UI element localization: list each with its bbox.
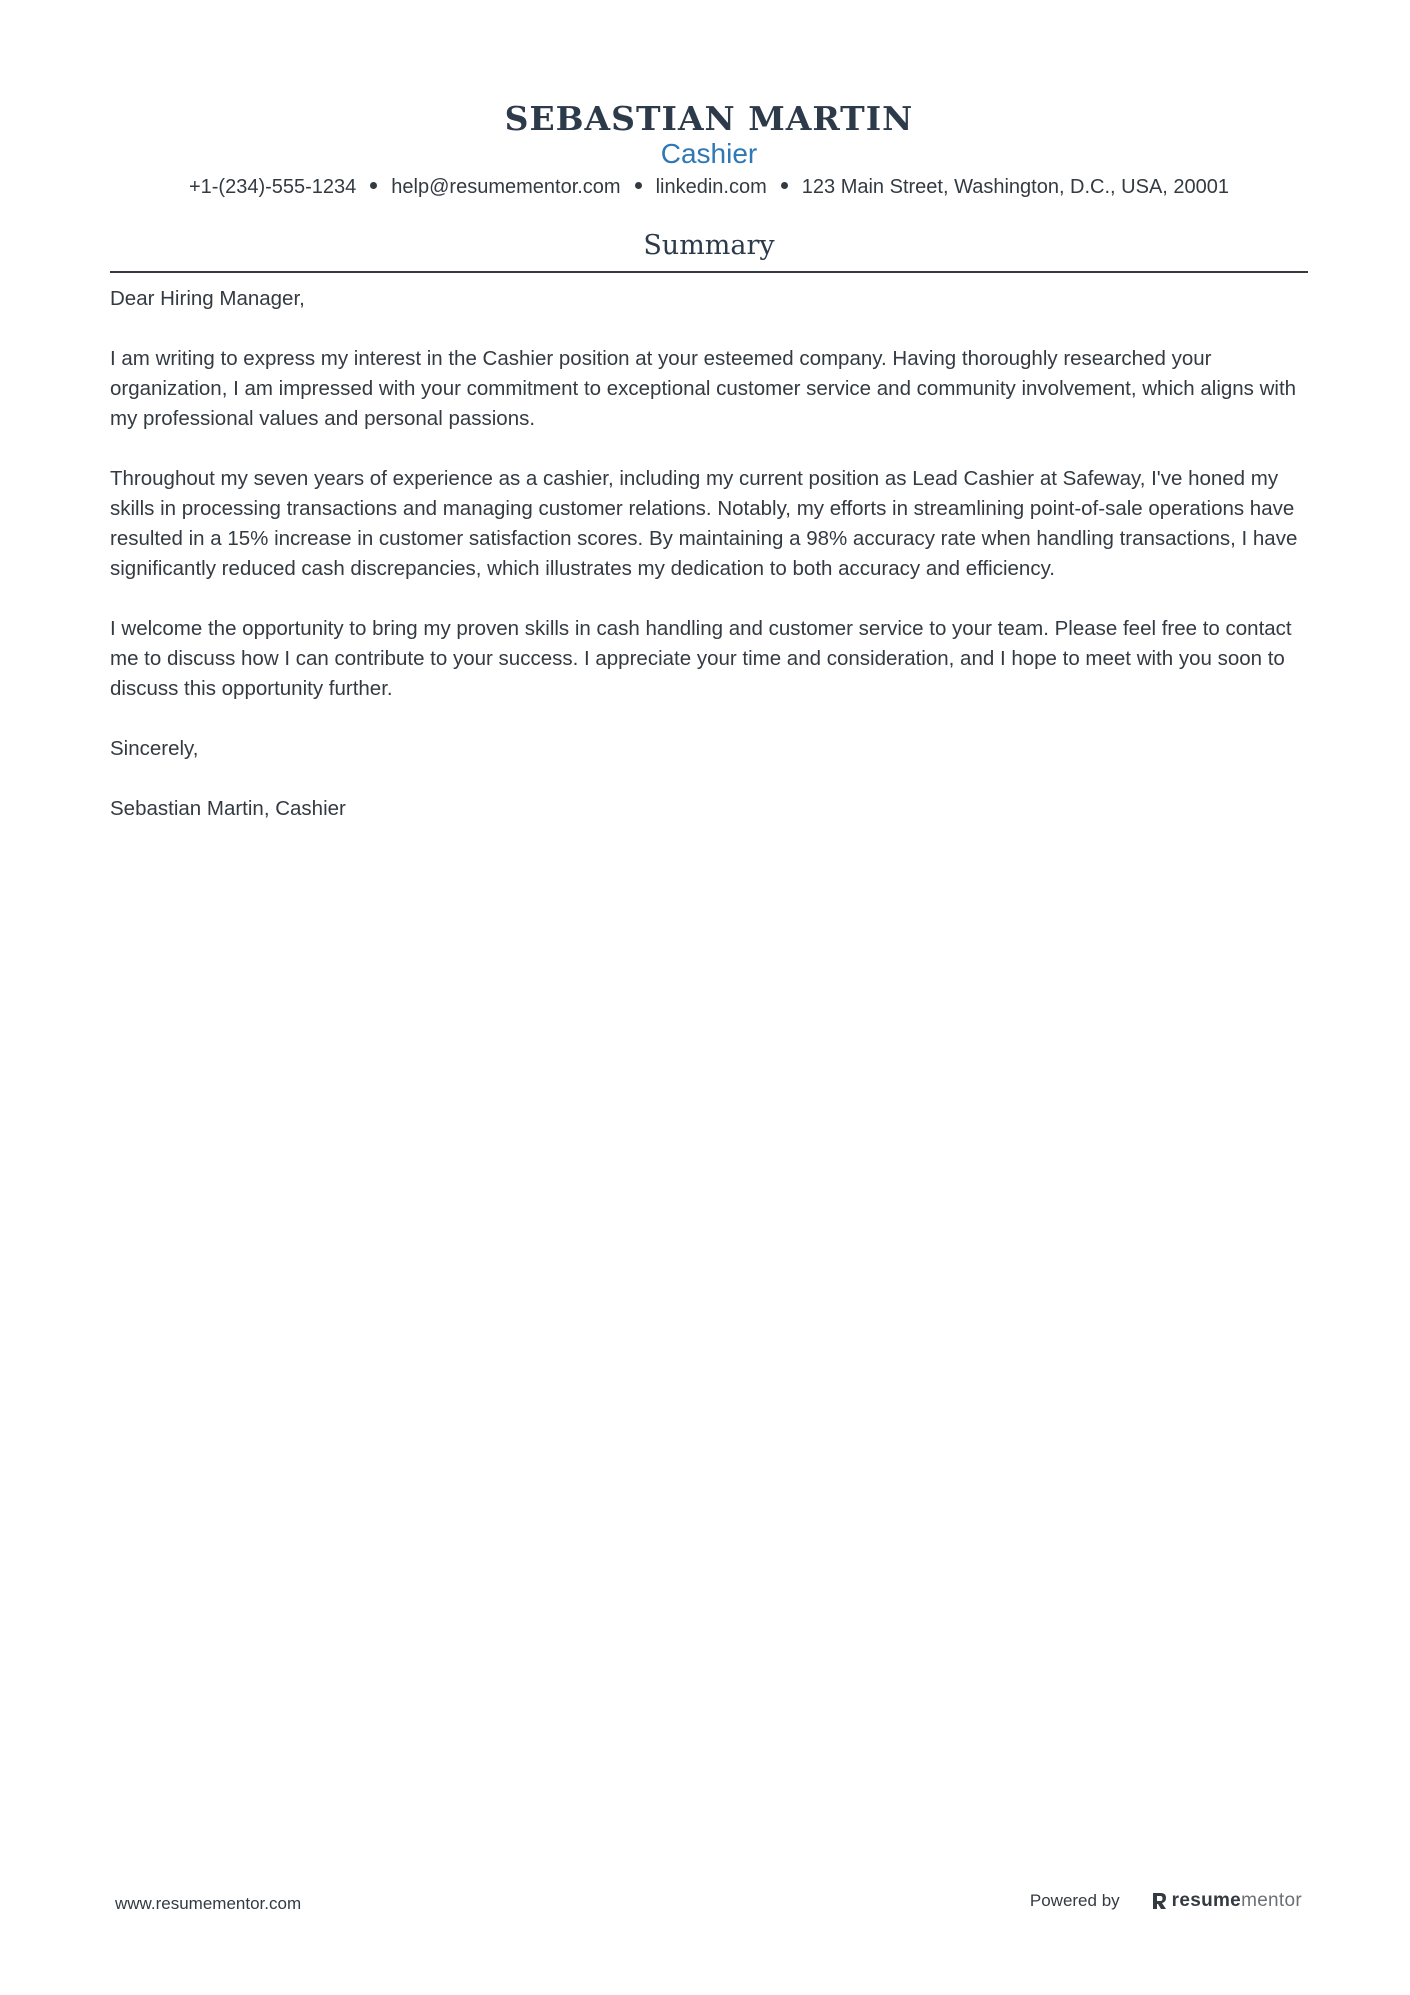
section-divider [110, 271, 1308, 273]
applicant-role: Cashier [660, 138, 758, 169]
header [110, 98, 1308, 202]
bullet-separator [781, 182, 788, 189]
applicant-name: SEBASTIAN MARTIN [504, 99, 914, 138]
resumementor-logo-icon [1150, 1891, 1168, 1911]
letter-signature: Sebastian Martin, Cashier [110, 797, 346, 820]
contact-line [110, 172, 1308, 202]
powered-by-label: Powered by [1029, 1891, 1120, 1910]
contact-email: help@resumementor.com [391, 176, 621, 198]
footer-website[interactable]: www.resumementor.com [115, 1894, 302, 1913]
contact-linkedin: linkedin.com [655, 176, 767, 198]
resumementor-logo[interactable] [1150, 1890, 1302, 1912]
section-title: Summary [643, 230, 775, 261]
bullet-separator [635, 182, 642, 189]
contact-address: 123 Main Street, Washington, D.C., USA, 20001 [801, 176, 1230, 198]
bullet-separator [370, 182, 377, 189]
letter-closing: Sincerely, [110, 737, 199, 760]
letter-body [110, 284, 1308, 854]
contact-phone: +1-(234)-555-1234 [188, 176, 357, 198]
brand-text-mentor: mentor [1241, 1890, 1302, 1911]
cover-letter-page [110, 0, 1308, 1995]
letter-greeting: Dear Hiring Manager, [110, 287, 305, 310]
brand-text-resume: resume [1171, 1890, 1242, 1911]
footer-branding [1030, 1890, 1302, 1912]
letter-paragraph: Throughout my seven years of experience as a cashier, including my current position as Lead Cashier at Safeway, I've honed my skills in processing transactions and managing customer relations. Notably, my efforts in streamlining point-of-sale operations have resulted in a 15% increase in customer satisfaction scores. By maintaining a 98% accuracy rate when handling transactions, I have significantly reduced cash discrepancies, which illustrates my dedication to both accuracy and efficiency. [110, 467, 1298, 580]
letter-paragraph: I welcome the opportunity to bring my proven skills in cash handling and customer service to your team. Please feel free to contact me to discuss how I can contribute to your success. I appreciate your time and consideration, and I hope to meet with you soon to discuss this opportunity further. [110, 617, 1292, 700]
letter-paragraph: I am writing to express my interest in the Cashier position at your esteemed company. Having thoroughly researched your organization, I am impressed with your commitment to exceptional customer service and community involvement, which aligns with my professional values and personal passions. [110, 347, 1297, 430]
